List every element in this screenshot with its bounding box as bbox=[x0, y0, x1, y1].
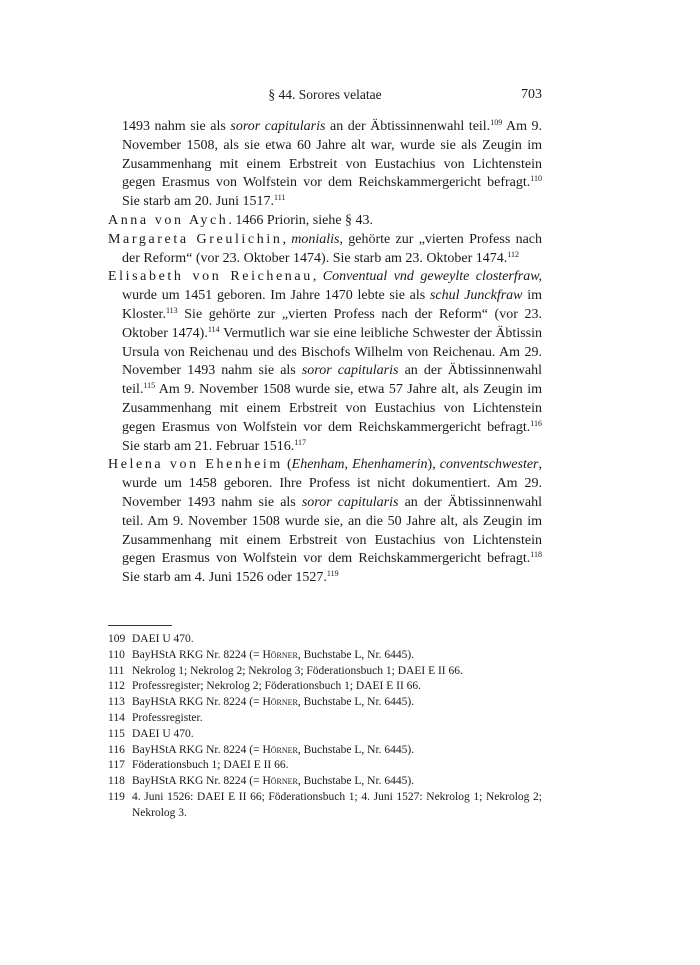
text: Sie starb am 4. Juni 1526 oder 1527. bbox=[122, 570, 327, 586]
footnote-text: Professregister; Nekrolog 2; Föderationsbuch 1; DAEI E II 66. bbox=[132, 680, 422, 693]
quoted-title: conventschwester bbox=[439, 457, 539, 473]
footnote-ref: 114 bbox=[207, 324, 220, 334]
entry-helena-von-ehenheim bbox=[108, 456, 542, 588]
latin-term: soror capitularis bbox=[301, 363, 399, 379]
footnote-ref: 110 bbox=[530, 174, 542, 184]
person-name: Helena von Ehenheim bbox=[108, 457, 283, 473]
footnote bbox=[108, 727, 542, 743]
person-name: Margareta Greulichin bbox=[108, 231, 283, 247]
text: , bbox=[282, 231, 292, 247]
person-name: Elisabeth von Reichenau bbox=[108, 269, 313, 285]
entry-continued bbox=[108, 118, 542, 212]
footnote-text: Nekrolog 1; Nekrolog 2; Nekrolog 3; Föderationsbuch 1; DAEI E II 66. bbox=[132, 664, 463, 677]
text: , gehörte zur „vierten Profess nach der Reform“ (vor 23. Oktober 1474). Sie starb am 23. Oktober 1474. bbox=[122, 231, 543, 266]
text: . 1466 Priorin, siehe § 43. bbox=[228, 212, 374, 228]
text: an der Äbtissinnenwahl teil. Am 9. November 1508 wurde sie, an die 50 Jahre alt, als Zeugin im Zusammenhang mit einem Erbstreit von Eustachius von Lichtenstein gegen Erasmus von Wolfstein vor dem Reichskammergericht befragt. bbox=[122, 494, 542, 567]
footnote-text: BayHStA RKG Nr. 8224 (= Hörner, Buchstabe L, Nr. 6445). bbox=[132, 775, 415, 788]
main-text bbox=[108, 118, 542, 588]
footnote-text: BayHStA RKG Nr. 8224 (= Hörner, Buchstabe L, Nr. 6445). bbox=[132, 743, 415, 756]
footnote bbox=[108, 790, 542, 822]
footnote-number: 115 bbox=[108, 727, 125, 740]
footnote bbox=[108, 774, 542, 790]
footnote-number: 118 bbox=[108, 775, 125, 788]
footnote-number: 116 bbox=[108, 743, 125, 756]
quoted-title: Conventual vnd geweylte closterfraw, bbox=[322, 269, 542, 285]
latin-term: monialis bbox=[291, 231, 340, 247]
text: an der Äbtissinnenwahl teil. bbox=[122, 363, 542, 398]
footnote-text: BayHStA RKG Nr. 8224 (= Hörner, Buchstabe L, Nr. 6445). bbox=[132, 696, 415, 709]
footnote bbox=[108, 695, 542, 711]
text: Sie starb am 21. Februar 1516. bbox=[122, 438, 295, 454]
footnote-text: DAEI U 470. bbox=[132, 727, 194, 740]
running-header bbox=[108, 87, 542, 107]
footnote-ref: 109 bbox=[490, 118, 503, 127]
name-variant: Ehenham bbox=[291, 457, 345, 473]
footnote-number: 112 bbox=[108, 680, 125, 693]
footnote-ref: 116 bbox=[530, 418, 542, 428]
footnote-separator bbox=[108, 625, 172, 626]
text: 1493 nahm sie als bbox=[122, 119, 231, 134]
text: im Kloster. bbox=[122, 288, 543, 322]
text: ), bbox=[427, 457, 440, 473]
entry-elisabeth-von-reichenau bbox=[108, 268, 542, 456]
entry-margareta-greulichin bbox=[108, 231, 542, 269]
footnote-number: 113 bbox=[108, 696, 125, 709]
footnote bbox=[108, 758, 542, 774]
footnote-number: 110 bbox=[108, 648, 125, 661]
footnotes bbox=[108, 632, 542, 822]
text: an der Äbtissinnenwahl teil. bbox=[325, 119, 491, 134]
footnote-text: DAEI U 470. bbox=[132, 633, 194, 645]
footnote-number: 114 bbox=[108, 711, 125, 724]
quoted-title: schul Junckfraw bbox=[429, 288, 523, 304]
text: ( bbox=[282, 457, 292, 473]
person-name: Anna von Aych bbox=[108, 212, 229, 228]
footnote bbox=[108, 679, 542, 695]
text: Sie gehörte zur „vierten Profess nach der Reform“ (vor 23. Oktober 1474). bbox=[122, 306, 542, 341]
footnote bbox=[108, 648, 542, 664]
footnote-ref: 111 bbox=[274, 193, 286, 203]
footnote-ref: 112 bbox=[507, 249, 520, 259]
text: Sie starb am 20. Juni 1517. bbox=[122, 194, 275, 210]
footnote-text: BayHStA RKG Nr. 8224 (= Hörner, Buchstabe L, Nr. 6445). bbox=[132, 648, 415, 661]
latin-term: soror capitularis bbox=[301, 494, 399, 510]
footnote bbox=[108, 711, 542, 727]
running-title: § 44. Sorores velatae bbox=[268, 87, 382, 102]
footnote bbox=[108, 743, 542, 759]
footnote-text: Professregister. bbox=[132, 711, 203, 724]
footnote-ref: 118 bbox=[530, 550, 542, 560]
latin-term: soror capitularis bbox=[230, 119, 326, 134]
name-variant: Ehenhamerin bbox=[352, 457, 428, 473]
footnote-text: Föderationsbuch 1; DAEI E II 66. bbox=[132, 759, 289, 772]
footnote bbox=[108, 632, 542, 648]
page-number: 703 bbox=[521, 87, 542, 102]
footnote-ref: 115 bbox=[143, 381, 156, 391]
footnote-ref: 117 bbox=[294, 437, 306, 447]
footnote-text: 4. Juni 1526: DAEI E II 66; Föderationsbuch 1; 4. Juni 1527: Nekrolog 1; Nekrolog 2; Nekrolog 3. bbox=[132, 790, 542, 819]
footnote-number: 117 bbox=[108, 759, 125, 772]
text: , bbox=[344, 457, 353, 473]
text: , wurde um 1458 geboren. Ihre Profess ist nicht dokumentiert. Am 29. November 1493 nahm sie als bbox=[122, 457, 542, 510]
text: , bbox=[312, 269, 323, 285]
text: wurde um 1451 geboren. Im Jahre 1470 lebte sie als bbox=[122, 288, 430, 304]
text: Vermutlich war sie eine leibliche Schwester der Äbtissin Ursula von Reichenau und des Bischofs Wilhelm von Reichenau. Am 29. November 1493 nahm sie als bbox=[122, 325, 542, 379]
footnote-ref: 113 bbox=[165, 305, 178, 315]
footnote-ref: 119 bbox=[326, 569, 339, 579]
entry-anna-von-aych bbox=[108, 212, 542, 231]
text: Am 9. November 1508, als sie etwa 60 Jahre alt war, wurde sie als Zeugin im Zusammenhang mit einem Erbstreit von Eustachius von Lichtenstein gegen Erasmus von Wolfstein vor dem Reichskammergericht befragt. bbox=[122, 119, 543, 191]
text: Am 9. November 1508 wurde sie, etwa 57 Jahre alt, als Zeugin im Zusammenhang mit einem Erbstreit von Eustachius von Lichtenstein gegen Erasmus von Wolfstein vor dem Reichskammergericht befragt. bbox=[122, 382, 542, 435]
footnote-number: 111 bbox=[108, 664, 125, 677]
footnote-number: 109 bbox=[108, 633, 126, 645]
footnote bbox=[108, 664, 542, 680]
footnote-number: 119 bbox=[108, 790, 125, 803]
